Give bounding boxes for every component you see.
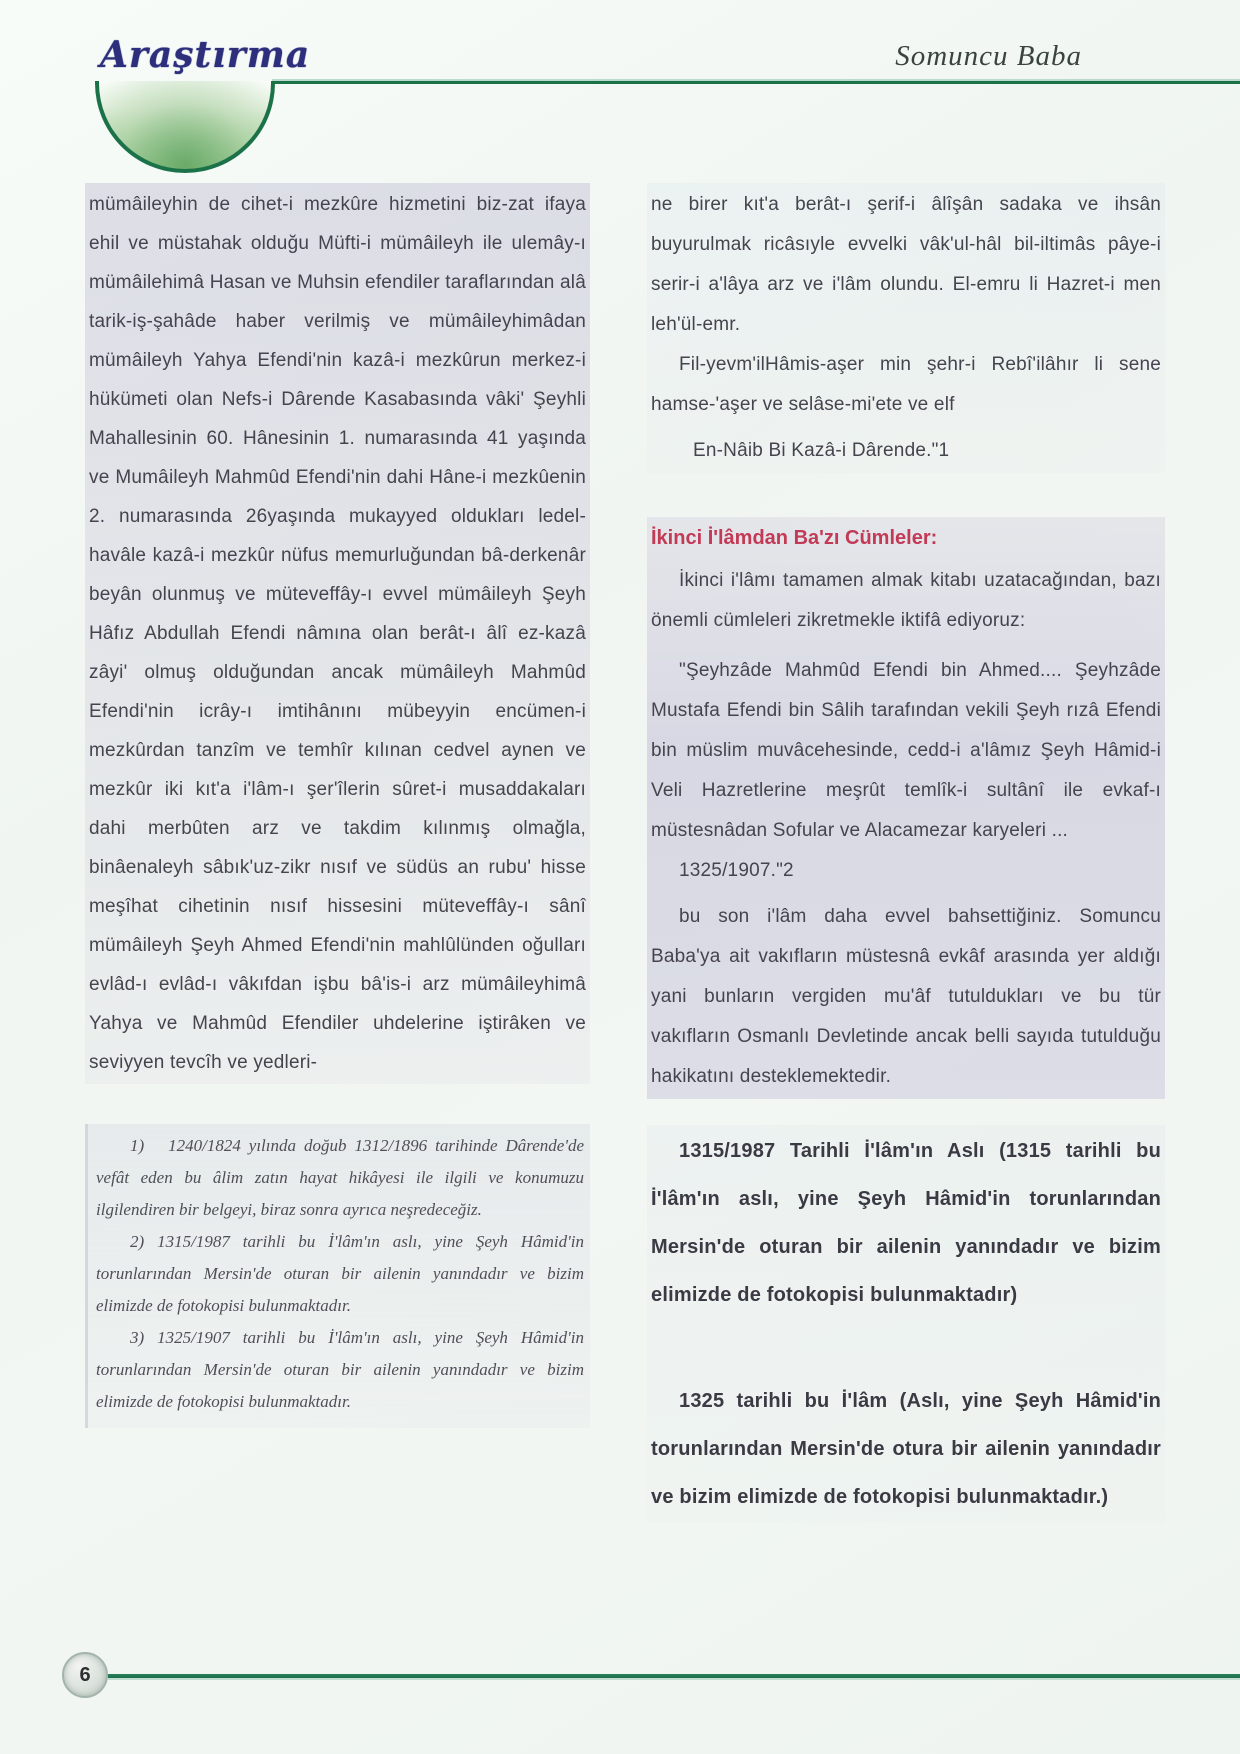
right-section-top (647, 183, 1165, 473)
header-arc-graphic (95, 81, 275, 173)
header-rule (272, 81, 1240, 84)
right-column (647, 183, 1165, 1523)
footnotes-block (85, 1124, 590, 1428)
body-paragraph: İkinci i'lâmı tamamen almak kitabı uzatacağından, bazı önemli cümleleri zikretmekle iktifâ ediyoruz: (651, 570, 1161, 631)
footer-rule (108, 1674, 1240, 1678)
footnote-1: 1) 1240/1824 yılında doğub 1312/1896 tarihinde Dârende'de vefât eden bu âlim zatın hayat hikâyesi ile ilgili ve konumuzu ilgilendiren bir belgeyi, biraz sonra ayrıca neşredeceğiz. (96, 1136, 584, 1219)
right-section-middle (647, 517, 1165, 1099)
left-body-text: mümâileyhin de cihet-i mezkûre hizmetini biz-zat ifaya ehil ve müstahak olduğu Müfti-i mümâileyh ile ulemây-ı mümâilehimâ Hasan ve Muhsin efendiler taraflarından alâ tarik-iş-şahâde haber verilmiş ve mümâileyhimâdan mümâileyh Yahya Efendi'nin kazâ-i mezkûrun merkez-i hükümeti olan Nefs-i Dârende Kasabasında vâki' Şeyhli Mahallesinin 60. Hânesinin 1. numarasında 41 yaşında ve Mumâileyh Mahmûd Efendi'nin dahi Hâne-i mezkûenin 2. numarasında 26yaşında mukayyed oldukları ledel-havâle kazâ-i mezkûr nüfus memurluğundan bâ-derkenâr beyân olunmuş ve müteveffây-ı evvel mümâileyh Şeyh Hâfız Abdullah Efendi nâmına olan berât-ı âlî ez-kazâ zâyi' olmuş olduğundan ancak mümâileyh Mahmûd Efendi'nin icrây-ı imtihânını mübeyyin encümen-i mezkûrdan tanzîm ve temhîr kılınan cedvel aynen ve mezkûr iki kıt'a i'lâm-ı şer'îlerin sûret-i musaddakaları dahi merbûten arz ve takdim kılınmış olmağla, binâenaleyh sâbık'uz-zikr nısıf ve südüs an rubu' hisse meşîhat cihetinin nısıf hissesini müteveffây-ı sânî mümâileyh Şeyh Ahmed Efendi'nin mahlûlünden oğulları evlâd-ı evlâd-ı vâkıfdan işbu bâ'is-i arz mümâileyhimâ Yahya ve Mahmûd Efendiler uhdelerine iştirâken ve seviyyen tevcîh ve yedleri- (85, 183, 590, 1084)
right-section-bottom (647, 1125, 1165, 1523)
section-heading: İkinci İ'lâmdan Ba'zı Cümleler: (651, 527, 938, 549)
emphasis-paragraph: 1325 tarihli bu İ'lâm (Aslı, yine Şeyh Hâmid'in torunlarından Mersin'de otura bir ailenin yanındadır ve bizim elimizde de fotokopisi bulunmaktadır.) (651, 1390, 1161, 1508)
signature-line: En-Nâib Bi Kazâ-i Dârende."1 (693, 440, 950, 461)
body-paragraph: bu son i'lâm daha evvel bahsettiğiniz. Somuncu Baba'ya ait vakıfların müstesnâ evkâf arasında yer aldığı yani bunların vergiden mu'âf tutuldukları ve bu tür vakıfların Osmanlı Devletinde ancak belli sayıda tutulduğu hakikatını desteklemektedir. (651, 906, 1161, 1087)
footnote-2: 2) 1315/1987 tarihli bu İ'lâm'ın aslı, yine Şeyh Hâmid'in torunlarından Mersin'de oturan bir ailenin yanındadır ve bizim elimizde de fotokopisi bulunmaktadır. (96, 1232, 584, 1315)
journal-title: Somuncu Baba (895, 40, 1082, 72)
text-columns (85, 183, 1165, 1523)
left-column (85, 183, 590, 1523)
quote-paragraph: "Şeyhzâde Mahmûd Efendi bin Ahmed.... Şeyhzâde Mustafa Efendi bin Sâlih tarafından vekili Şeyh rızâ Efendi bin müslim muvâcehesinde, cedd-i a'lâmız Şeyh Hâmid-i Veli Hazretlerine meşrût temlîk-i sultânî ile evkaf-ı müstesnâdan Sofular ve Alacamezar karyeleri ... (651, 660, 1161, 841)
date-line: 1325/1907."2 (679, 860, 794, 881)
footnote-3: 3) 1325/1907 tarihli bu İ'lâm'ın aslı, yine Şeyh Hâmid'in torunlarından Mersin'de oturan bir ailenin yanındadır ve bizim elimizde de fotokopisi bulunmaktadır. (96, 1328, 584, 1411)
body-paragraph: ne birer kıt'a berât-ı şerif-i âlîşân sadaka ve ihsân buyurulmak ricâsıyle evvelki vâk'ul-hâl bil-iltimâs pâye-i serir-i a'lâya arz ve i'lâm olundu. El-emru li Hazret-i men leh'ül-emr. (651, 194, 1161, 335)
page-number: 6 (79, 1663, 91, 1686)
section-label: Araştırma (100, 34, 311, 76)
body-paragraph: Fil-yevm'ilHâmis-aşer min şehr-i Rebî'ilâhır li sene hamse-'aşer ve selâse-mi'ete ve elf (651, 354, 1161, 415)
page-number-badge (62, 1652, 108, 1698)
emphasis-paragraph: 1315/1987 Tarihli İ'lâm'ın Aslı (1315 tarihli bu İ'lâm'ın aslı, yine Şeyh Hâmid'in torunlarından Mersin'de oturan bir ailenin yanındadır ve bizim elimizde de fotokopisi bulunmaktadır) (651, 1140, 1161, 1306)
